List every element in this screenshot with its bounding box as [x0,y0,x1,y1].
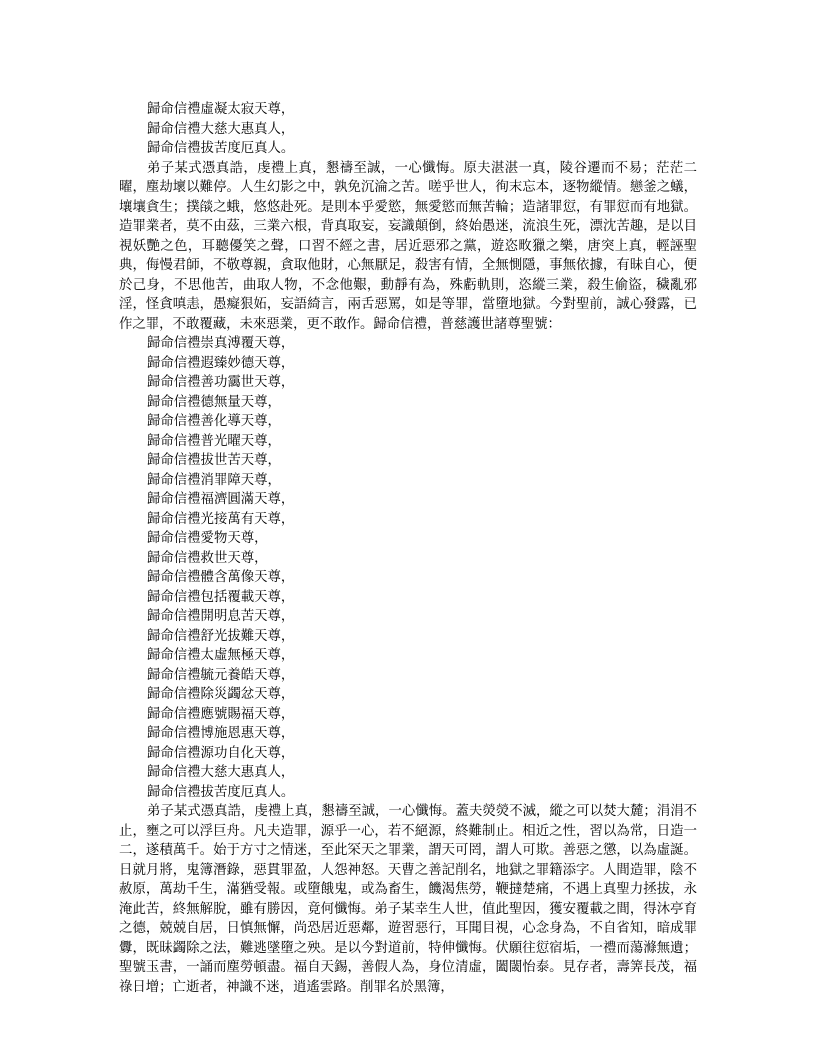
repentance-paragraph-1: 弟子某式憑真誥，虔禮上真，懇禱至誠，一心懺悔。原夫湛湛一真，陵谷遷而不易；茫茫二曜，塵劫壞以難停。人生幻影之中，孰免沉淪之苦。嗟乎世人，徇末忘本，逐物縱情。戀釜之蟻，壤壤貪生；撲燄之蛾，悠悠赴死。是則本乎愛慾，無愛慾而無苦輪；造諸罪愆，有罪愆而有地獄。造罪業者，莫不由茲，三業六根，背真取妄，妄識顛倒，終始愚迷，流浪生死，漂沈苦趣，是以目視妖艷之色，耳聽優笑之聲，口習不經之書，居近惡邪之黨，遊恣畋獵之樂，唐突上真，輕誣聖典，侮慢君師，不敬尊親，貪取他財，心無厭足，殺害有情，全無惻隱，事無依據，有昧自心，便於己身，不思他苦，曲取人物，不念他艱，動靜有為，殊虧軌則，恣縱三業，殺生偷盜，穢亂邪淫，怪貪嗔恚，愚癡狠妬，妄語綺言，兩舌惡罵，如是等罪，當墮地獄。今對聖前，誠心發露，已作之罪，不敢覆藏，未來惡業，更不敢作。歸命信禮，普慈護世諸尊聖號： [119,160,697,332]
invocation-line: 歸命信禮虛凝太寂天尊， [147,102,295,117]
repentance-paragraph-2: 弟子某式憑真誥，虔禮上真，懇禱至誠，一心懺悔。蓋夫熒熒不滅，縱之可以焚大麓；涓涓不止，壅之可以浮巨舟。凡夫造罪，源乎一心，若不絕源，終難制止。相近之性，習以為常，日造一二，遂積萬千。始于方寸之情迷，至此罙天之罪業，謂天可罔，謂人可欺。善惡之懲，以為虛誕。日就月將，鬼簿潛錄，惡貫罪盈，人怨神怒。天曹之善記削名，地獄之罪籍添字。人間造罪，陰不赦原，萬劫千生，滿猶受報。或墮餓鬼，或為畜生，饑渴焦勞，鞭撻楚痛，不遇上真聖力拯拔，永淹此苦，終無解脫，雖有勝因，竟何懺悔。弟子某幸生人世，值此聖因，獲安覆載之間，得沐亭育之德，兢兢自居，日慎無懈，尚恐居近惡鄰，遊習惡行，耳聞目視，心念身為，不自省知，暗成罪釁，既昧蠲除之法，難逃墜墮之殃。是以今對道前，特伸懺悔。伏願往愆宿垢，一禮而蕩滌無遺；聖號玉書，一誦而塵勞頓盡。福自天錫，善假人為，身位清虛，闔閾怡泰。見存者，壽筭長茂，福祿日增；亡逝者，神識不迷，逍遙雲路。削罪名於黑簿， [119,804,697,995]
invocation-line: 歸命信禮太虛無極天尊， [147,648,295,663]
document-body [119,100,697,997]
invocation-line: 歸命信禮崇真溥覆天尊， [147,336,295,351]
invocation-line: 歸命信禮包括覆載天尊， [147,589,295,605]
invocation-line: 歸命信禮體含萬像天尊， [147,570,295,585]
invocation-line: 歸命信禮源功自化天尊， [147,745,295,761]
invocation-line: 歸命信禮拔苦度厄真人。 [147,784,295,800]
invocation-line: 歸命信禮善功靄世天尊， [147,375,295,390]
invocation-line: 歸命信禮拔世苦天尊， [147,453,281,468]
invocation-line: 歸命信禮應號賜福天尊， [147,706,295,722]
invocation-line: 歸命信禮德無量天尊， [147,394,281,410]
invocation-line: 歸命信禮大慈大惠真人， [147,765,295,780]
invocation-line: 歸命信禮光接萬有天尊， [147,511,295,527]
invocation-line: 歸命信禮遐臻妙德天尊， [147,355,295,371]
invocation-line: 歸命信禮普光曜天尊， [147,433,281,449]
invocation-line: 歸命信禮除災蠲忿天尊， [147,687,295,702]
invocation-line: 歸命信禮舒光拔難天尊， [147,628,295,644]
invocation-line: 歸命信禮拔苦度厄真人。 [147,141,295,156]
invocation-list-1 [119,100,697,159]
invocation-line: 歸命信禮消罪障天尊， [147,472,281,488]
invocation-list-2 [119,334,697,802]
invocation-line: 歸命信禮救世天尊， [147,550,268,566]
invocation-line: 歸命信禮毓元養皓天尊， [147,667,295,683]
invocation-line: 歸命信禮愛物天尊， [147,531,268,546]
invocation-line: 歸命信禮大慈大惠真人， [147,121,295,137]
invocation-line: 歸命信禮開明息苦天尊， [147,609,295,624]
invocation-line: 歸命信禮博施恩惠天尊， [147,726,295,741]
invocation-line: 歸命信禮福濟圓滿天尊， [147,492,295,507]
invocation-line: 歸命信禮善化導天尊， [147,414,281,429]
